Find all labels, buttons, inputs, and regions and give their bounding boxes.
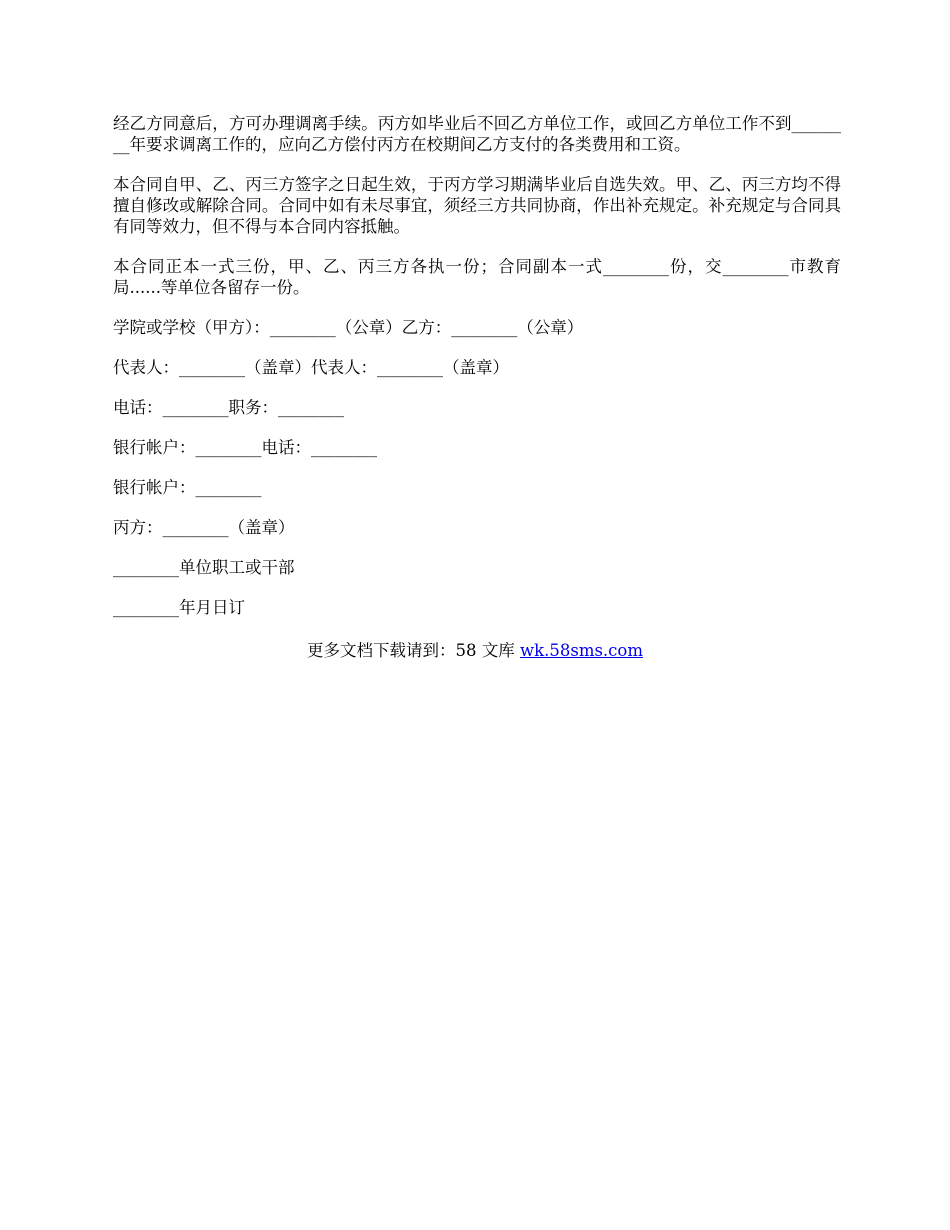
signature-representatives: 代表人：________（盖章）代表人：________（盖章） — [113, 358, 509, 377]
paragraph-transfer-terms: 经乙方同意后，方可办理调离手续。丙方如毕业后不回乙方单位工作，或回乙方单位工作不到________年要求调离工作的，应向乙方偿付丙方在校期间乙方支付的各类费用和工资。 — [113, 114, 841, 154]
signature-employee-type: ________单位职工或干部 — [113, 558, 295, 577]
signature-date: ________年月日订 — [113, 598, 245, 617]
document-body — [113, 113, 841, 637]
signature-party-a-b: 学院或学校（甲方）：________（公章）乙方：________（公章） — [113, 318, 584, 337]
signature-phone-position: 电话：________职务：________ — [113, 398, 344, 417]
signature-party-c: 丙方：________（盖章） — [113, 518, 295, 537]
paragraph-copies-terms: 本合同正本一式三份，甲、乙、丙三方各执一份；合同副本一式________份，交________市教育局......等单位各留存一份。 — [113, 257, 841, 297]
footer-link[interactable]: wk.58sms.com — [519, 641, 643, 660]
paragraph-effective-terms: 本合同自甲、乙、丙三方签字之日起生效，于丙方学习期满毕业后自选失效。甲、乙、丙三方均不得擅自修改或解除合同。合同中如有未尽事宜，须经三方共同协商，作出补充规定。补充规定与合同具有同等效力，但不得与本合同内容抵触。 — [113, 175, 841, 236]
footer-text: 更多文档下载请到：58 文库 — [306, 641, 520, 660]
download-footer — [0, 640, 950, 661]
signature-bank-phone: 银行帐户：________电话：________ — [113, 438, 377, 457]
signature-bank-account: 银行帐户：________ — [113, 478, 262, 497]
